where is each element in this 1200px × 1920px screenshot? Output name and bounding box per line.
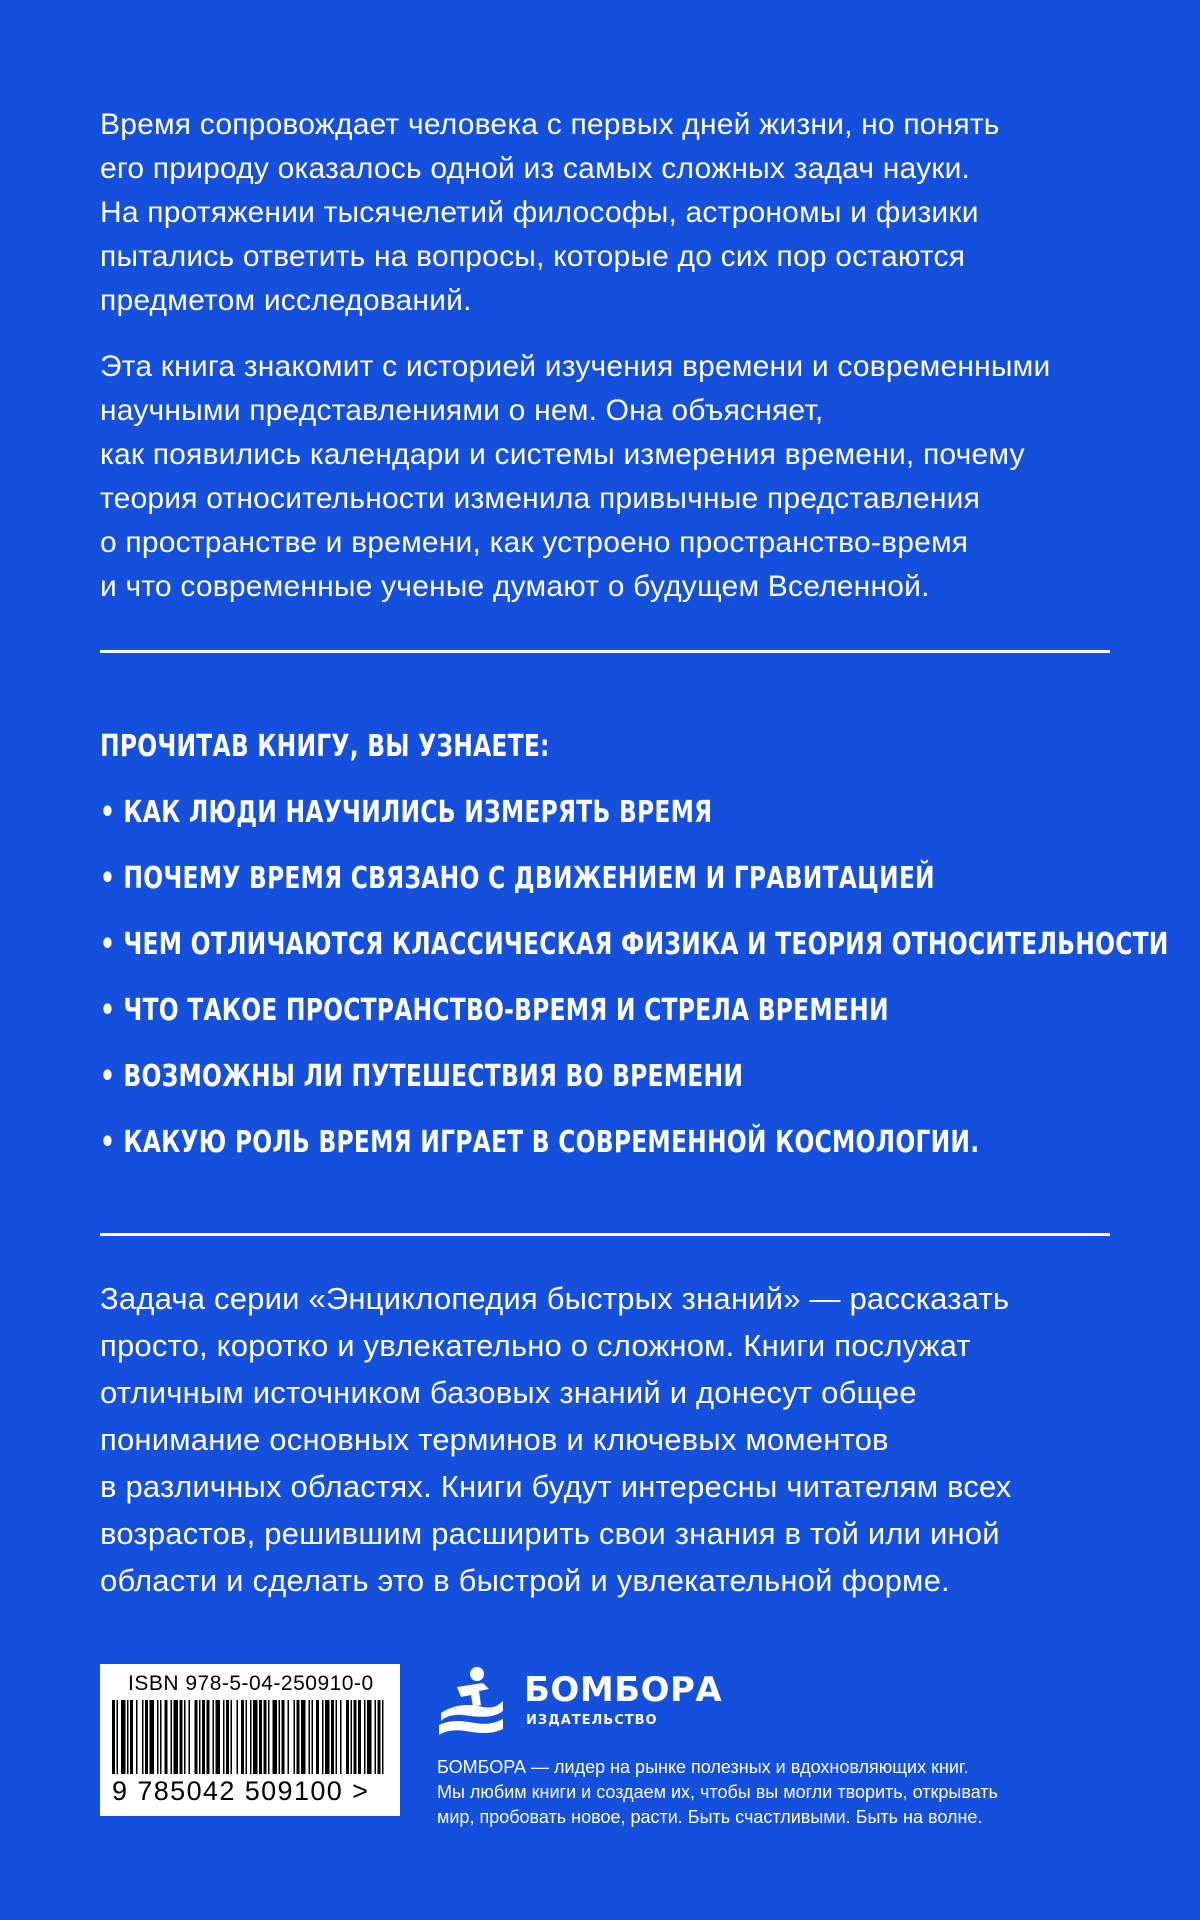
barcode-bar	[180, 1700, 183, 1774]
learn-list-item	[100, 1110, 980, 1176]
text-line: понимание основных терминов и ключевых моментов	[100, 1422, 889, 1457]
bullet-icon: •	[100, 1125, 116, 1160]
text-line: Задача серии «Энциклопедия быстрых знаний» — рассказать	[100, 1281, 1010, 1316]
barcode-bar	[127, 1700, 129, 1774]
barcode-bar	[382, 1700, 384, 1774]
barcode-bar	[150, 1700, 155, 1774]
barcode-icon	[112, 1700, 388, 1774]
barcode-bar	[322, 1700, 324, 1774]
barcode-bar	[367, 1700, 372, 1774]
barcode-bar	[195, 1700, 198, 1774]
learn-item-text: ПОЧЕМУ ВРЕМЯ СВЯЗАНО С ДВИЖЕНИЕМ И ГРАВИТАЦИЕЙ	[123, 861, 935, 896]
barcode-bar	[273, 1700, 278, 1774]
barcode-bar	[121, 1700, 126, 1774]
learn-list	[100, 780, 1169, 1176]
publisher-subtitle: ИЗДАТЕЛЬСТВО	[526, 1713, 658, 1728]
text-line: отличным источником базовых знаний и донесут общее	[100, 1375, 917, 1410]
divider-bottom	[100, 1233, 1110, 1236]
barcode-bar	[288, 1700, 290, 1774]
learn-heading: ПРОЧИТАВ КНИГУ, ВЫ УЗНАЕТЕ:	[100, 729, 550, 764]
barcode-bar	[301, 1700, 306, 1774]
barcode-bar	[375, 1700, 377, 1774]
text-line: в различных областях. Книги будут интересны читателям всех	[100, 1469, 1012, 1504]
barcode-bar	[264, 1700, 267, 1774]
bullet-icon: •	[100, 993, 116, 1028]
barcode-box	[100, 1664, 400, 1816]
barcode-bar	[213, 1700, 215, 1774]
barcode-bar	[202, 1700, 205, 1774]
barcode-bar	[174, 1700, 179, 1774]
barcode-bar	[325, 1700, 330, 1774]
barcode-bar	[378, 1700, 381, 1774]
barcode-bar	[312, 1700, 314, 1774]
learn-item-text: ВОЗМОЖНЫ ЛИ ПУТЕШЕСТВИЯ ВО ВРЕМЕНИ	[123, 1059, 744, 1094]
text-line: как появились календари и системы измерения времени, почему	[100, 438, 1025, 471]
text-line: о пространстве и времени, как устроено пространство-время	[100, 526, 969, 559]
text-line: Эта книга знакомит с историей изучения времени и современными	[100, 350, 1051, 383]
barcode-bar	[294, 1700, 296, 1774]
barcode-bar	[241, 1700, 244, 1774]
text-line: Мы любим книги и создаем их, чтобы вы могли творить, открывать	[437, 1782, 998, 1802]
learn-item-text: КАКУЮ РОЛЬ ВРЕМЯ ИГРАЕТ В СОВРЕМЕННОЙ КОСМОЛОГИИ.	[123, 1125, 980, 1160]
learn-list-item	[100, 1044, 888, 1110]
text-line: просто, коротко и увлекательно о сложном. Книги послужат	[100, 1328, 971, 1363]
barcode-bar	[130, 1700, 133, 1774]
barcode-bar	[297, 1700, 300, 1774]
text-line: мир, пробовать новое, расти. Быть счастливыми. Быть на волне.	[437, 1807, 983, 1827]
learn-item-text: КАК ЛЮДИ НАУЧИЛИСЬ ИЗМЕРЯТЬ ВРЕМЯ	[123, 795, 713, 830]
learn-list-item	[100, 780, 888, 846]
learn-list-item	[100, 912, 1169, 978]
barcode-bar	[259, 1700, 262, 1774]
barcode-bar	[231, 1700, 233, 1774]
barcode-bar	[268, 1700, 270, 1774]
barcode-bar	[253, 1700, 258, 1774]
barcode-bar	[160, 1700, 162, 1774]
barcode-bar	[316, 1700, 319, 1774]
text-line: БОМБОРА — лидер на рынке полезных и вдохновляющих книг.	[437, 1757, 969, 1777]
bullet-icon: •	[100, 1059, 116, 1094]
text-line: Время сопровождает человека с первых дней жизни, но понять	[100, 108, 1000, 141]
isbn-label: ISBN 978-5-04-250910-0	[128, 1672, 374, 1695]
bullet-icon: •	[100, 927, 116, 962]
barcode-bar	[226, 1700, 229, 1774]
barcode-bar	[112, 1700, 115, 1774]
learn-section	[100, 714, 1169, 1176]
barcode-bar	[171, 1700, 173, 1774]
surfer-on-wave-icon	[437, 1665, 505, 1737]
text-line: предметом исследований.	[100, 284, 472, 317]
bullet-icon: •	[100, 795, 116, 830]
barcode-bar	[351, 1700, 353, 1774]
barcode-bar	[279, 1700, 281, 1774]
barcode-bar	[358, 1700, 361, 1774]
barcode-number: 9 785042 509100 >	[112, 1776, 370, 1806]
text-line: его природу оказалось одной из самых сложных задач науки.	[100, 152, 971, 185]
text-line: возрастов, решившим расширить свои знания в той или иной	[100, 1516, 1000, 1551]
barcode-bar	[157, 1700, 159, 1774]
barcode-bar	[340, 1700, 342, 1774]
barcode-bar	[136, 1700, 138, 1774]
barcode-bar	[354, 1700, 357, 1774]
text-line: и что современные ученые думают о будущем Вселенной.	[100, 570, 930, 603]
barcode-bar	[207, 1700, 210, 1774]
barcode-bar	[250, 1700, 252, 1774]
learn-item-text: ЧТО ТАКОЕ ПРОСТРАНСТВО-ВРЕМЯ И СТРЕЛА ВРЕМЕНИ	[123, 993, 889, 1028]
bullet-icon: •	[100, 861, 116, 896]
barcode-bar	[145, 1700, 148, 1774]
barcode-bar	[237, 1700, 239, 1774]
barcode-bar	[282, 1700, 285, 1774]
text-line: теория относительности изменила привычные представления	[100, 482, 981, 515]
barcode-bar	[223, 1700, 225, 1774]
publisher-name: БОМБОРА	[524, 1670, 723, 1710]
barcode-bar	[165, 1700, 168, 1774]
barcode-bar	[199, 1700, 201, 1774]
barcode-bar	[346, 1700, 349, 1774]
text-line: пытались ответить на вопросы, которые до сих пор остаются	[100, 240, 966, 273]
learn-list-item	[100, 978, 888, 1044]
intro-paragraph-2	[100, 345, 1110, 609]
barcode-bar	[331, 1700, 334, 1774]
barcode-bar	[309, 1700, 311, 1774]
barcode-bar	[246, 1700, 248, 1774]
text-line: области и сделать это в быстрой и увлекательной форме.	[100, 1563, 950, 1598]
learn-item-text: ЧЕМ ОТЛИЧАЮТСЯ КЛАССИЧЕСКАЯ ФИЗИКА И ТЕОРИЯ ОТНОСИТЕЛЬНОСТИ	[123, 927, 1169, 962]
barcode-bar	[216, 1700, 221, 1774]
barcode-bar	[189, 1700, 191, 1774]
barcode-bar	[117, 1700, 119, 1774]
learn-list-item	[100, 846, 935, 912]
publisher-tagline	[437, 1755, 1117, 1830]
text-line: На протяжении тысячелетий философы, астрономы и физики	[100, 196, 979, 229]
barcode-bar	[364, 1700, 366, 1774]
barcode-bar	[142, 1700, 144, 1774]
series-description	[100, 1275, 1110, 1604]
divider-top	[100, 650, 1110, 653]
text-line: научными представлениями о нем. Она объясняет,	[100, 394, 824, 427]
barcode-bar	[184, 1700, 186, 1774]
barcode-bar	[336, 1700, 338, 1774]
intro-paragraph-1	[100, 103, 1110, 323]
